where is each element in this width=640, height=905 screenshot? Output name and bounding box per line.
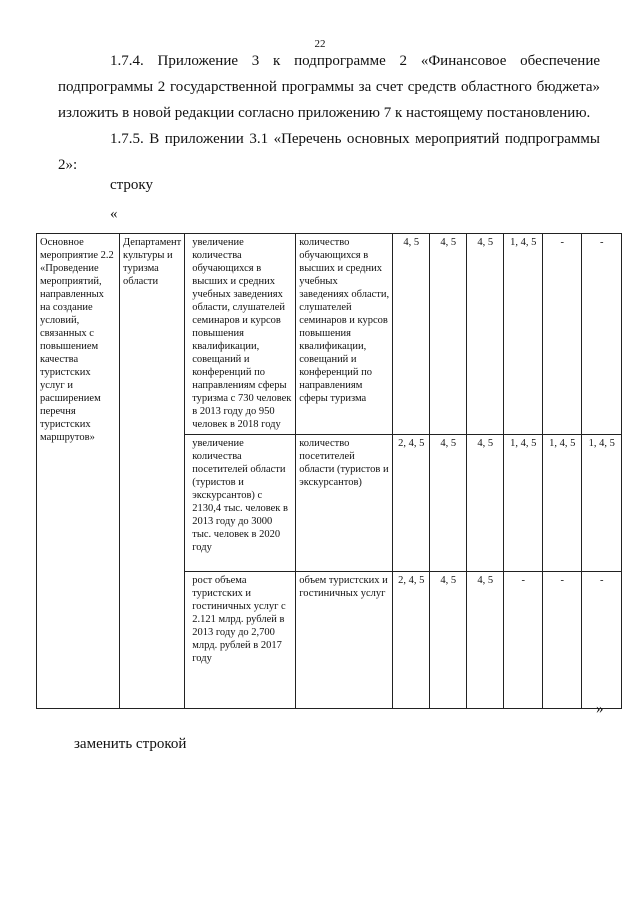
year-cell: -: [582, 234, 622, 435]
replace-label: заменить строкой: [74, 736, 187, 752]
page-number: 22: [314, 38, 326, 50]
year-cell: -: [543, 572, 582, 709]
open-quote: «: [110, 206, 118, 222]
year-cell: 4, 5: [430, 572, 467, 709]
indicator-cell: объем туристских и гостиничных услуг: [296, 572, 393, 709]
year-cell: -: [582, 572, 622, 709]
executor-cell: Департамент культуры и туризма области: [120, 234, 185, 709]
year-cell: 1, 4, 5: [582, 435, 622, 572]
year-cell: 4, 5: [467, 572, 504, 709]
year-cell: -: [543, 234, 582, 435]
stroku-label: строку: [110, 177, 153, 193]
year-cell: -: [504, 572, 543, 709]
result-cell: увеличение количества посетителей области (туристов и экскурсантов) с 2130,4 тыс. человек в 2013 году до 3000 тыс. человек в 2020 году: [185, 435, 296, 572]
year-cell: 4, 5: [430, 234, 467, 435]
year-cell: 1, 4, 5: [504, 234, 543, 435]
table-row: [37, 234, 622, 435]
year-cell: 1, 4, 5: [504, 435, 543, 572]
result-cell: рост объема туристских и гостиничных услуг с 2.121 млрд. рублей в 2013 году до 2,700 млрд. рублей в 2017 году: [185, 572, 296, 709]
year-cell: 4, 5: [393, 234, 430, 435]
year-cell: 2, 4, 5: [393, 572, 430, 709]
result-cell: увеличение количества обучающихся в высших и средних учебных заведениях области, слушателей семинаров и курсов повышения квалификации, совещаний и конференций по направлениям сферы туризма с 730 человек в 2013 году до 950 человек в 2018 году: [185, 234, 296, 435]
year-cell: 4, 5: [467, 435, 504, 572]
year-cell: 1, 4, 5: [543, 435, 582, 572]
paragraph-1-7-4: 1.7.4. Приложение 3 к подпрограмме 2 «Финансовое обеспечение подпрограммы 2 государственной программы за счет средств областного бюджета» изложить в новой редакции согласно приложению 7 к настоящему постановлению.: [58, 53, 600, 121]
year-cell: 2, 4, 5: [393, 435, 430, 572]
measures-table: [36, 233, 622, 709]
indicator-cell: количество посетителей области (туристов и экскурсантов): [296, 435, 393, 572]
paragraph-1-7-5: 1.7.5. В приложении 3.1 «Перечень основных мероприятий подпрограммы 2»:: [58, 131, 600, 173]
close-quote: »: [596, 701, 604, 717]
indicator-cell: количество обучающихся в высших и средних учебных заведениях области, слушателей семинаров и курсов повышения квалификации, совещаний и конференций по направлениям сферы туризма: [296, 234, 393, 435]
event-cell: Основное мероприятие 2.2 «Проведение мероприятий, направленных на создание условий, связанных с повышением качества туристских услуг и расширением перечня туристских маршрутов»: [37, 234, 120, 709]
year-cell: 4, 5: [467, 234, 504, 435]
year-cell: 4, 5: [430, 435, 467, 572]
